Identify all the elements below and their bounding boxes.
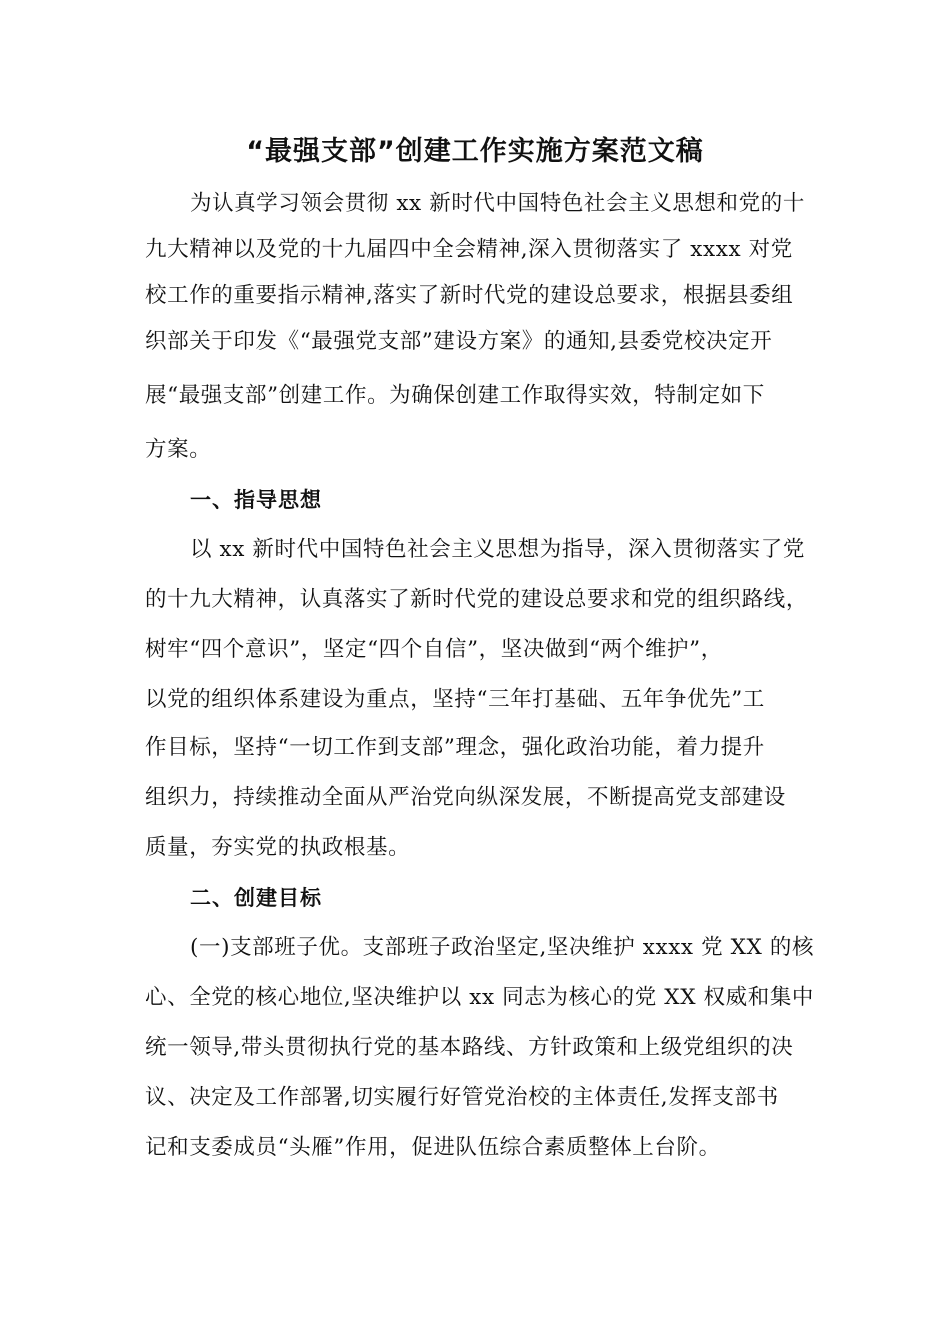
paragraph-line: 议、决定及工作部署,切实履行好管党治校的主体责任,发挥支部书: [145, 1085, 779, 1110]
section-heading: 一、指导思想: [190, 488, 322, 512]
section-heading: 二、创建目标: [190, 886, 322, 910]
paragraph-line: 的十九大精神，认真落实了新时代党的建设总要求和党的组织路线，: [145, 587, 809, 612]
paragraph-line: 质量，夯实党的执政根基。: [145, 835, 411, 860]
paragraph-line: 以 xx 新时代中国特色社会主义思想为指导，深入贯彻落实了党: [190, 537, 805, 562]
paragraph-line: 统一领导,带头贯彻执行党的基本路线、方针政策和上级党组织的决: [145, 1035, 794, 1060]
paragraph-line: 为认真学习领会贯彻 xx 新时代中国特色社会主义思想和党的十: [190, 191, 805, 216]
paragraph-line: 展“最强支部”创建工作。为确保创建工作取得实效，特制定如下: [145, 383, 765, 408]
paragraph-line: 心、全党的核心地位,坚决维护以 xx 同志为核心的党 XX 权威和集中: [145, 985, 815, 1010]
paragraph-line: 九大精神以及党的十九届四中全会精神,深入贯彻落实了 xxxx 对党: [145, 237, 793, 262]
paragraph-line: 树牢“四个意识”，坚定“四个自信”，坚决做到“两个维护”，: [145, 637, 723, 662]
paragraph-line: 以党的组织体系建设为重点，坚持“三年打基础、五年争优先”工: [145, 687, 765, 712]
paragraph-line: 校工作的重要指示精神,落实了新时代党的建设总要求，根据县委组: [145, 283, 794, 308]
paragraph-line: 作目标，坚持“一切工作到支部”理念，强化政治功能，着力提升: [145, 735, 765, 760]
paragraph-line: 方案。: [145, 437, 212, 462]
paragraph-line: 织部关于印发《“最强党支部”建设方案》的通知,县委党校决定开: [145, 329, 773, 354]
paragraph-line: (一)支部班子优。支部班子政治坚定,坚决维护 xxxx 党 XX 的核: [190, 935, 815, 960]
paragraph-line: 记和支委成员“头雁”作用，促进队伍综合素质整体上台阶。: [145, 1135, 721, 1160]
paragraph-line: 组织力，持续推动全面从严治党向纵深发展，不断提高党支部建设: [145, 785, 786, 810]
document-title: “最强支部”创建工作实施方案范文稿: [246, 136, 704, 167]
